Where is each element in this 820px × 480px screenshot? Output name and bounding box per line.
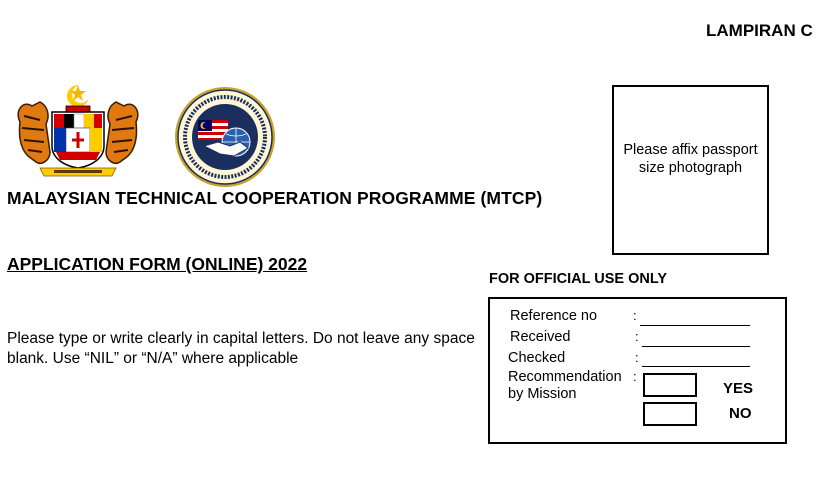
checked-label: Checked (508, 350, 566, 366)
received-colon: : (635, 329, 639, 344)
official-use-heading: FOR OFFICIAL USE ONLY (489, 271, 668, 287)
checked-field[interactable] (642, 366, 750, 367)
by-mission-label: by Mission (508, 386, 577, 402)
annex-label: LAMPIRAN C (706, 21, 813, 40)
form-instructions: Please type or write clearly in capital letters. Do not leave any space blank. Use “NIL” or “N/A” where applicable (7, 330, 475, 367)
reference-no-field[interactable] (640, 325, 750, 326)
document-title: MALAYSIAN TECHNICAL COOPERATION PROGRAMME (MTCP) (7, 188, 543, 208)
photo-instruction: Please affix passport size photograph (623, 142, 758, 176)
yes-checkbox[interactable] (643, 373, 697, 397)
mtcp-seal-icon (174, 86, 276, 188)
reference-no-label: Reference no (510, 308, 598, 324)
passport-photo-box[interactable] (612, 85, 769, 255)
yes-label: YES (723, 380, 754, 397)
received-field[interactable] (642, 346, 750, 347)
official-use-box (488, 297, 787, 444)
no-label: NO (729, 405, 752, 422)
no-checkbox[interactable] (643, 402, 697, 426)
reference-no-colon: : (633, 308, 637, 323)
form-subtitle: APPLICATION FORM (ONLINE) 2022 (7, 254, 308, 274)
received-label: Received (510, 329, 571, 345)
coat-of-arms-icon (10, 82, 146, 178)
recommendation-label: Recommendation (508, 369, 622, 385)
recommendation-colon: : (633, 369, 637, 384)
checked-colon: : (635, 350, 639, 365)
